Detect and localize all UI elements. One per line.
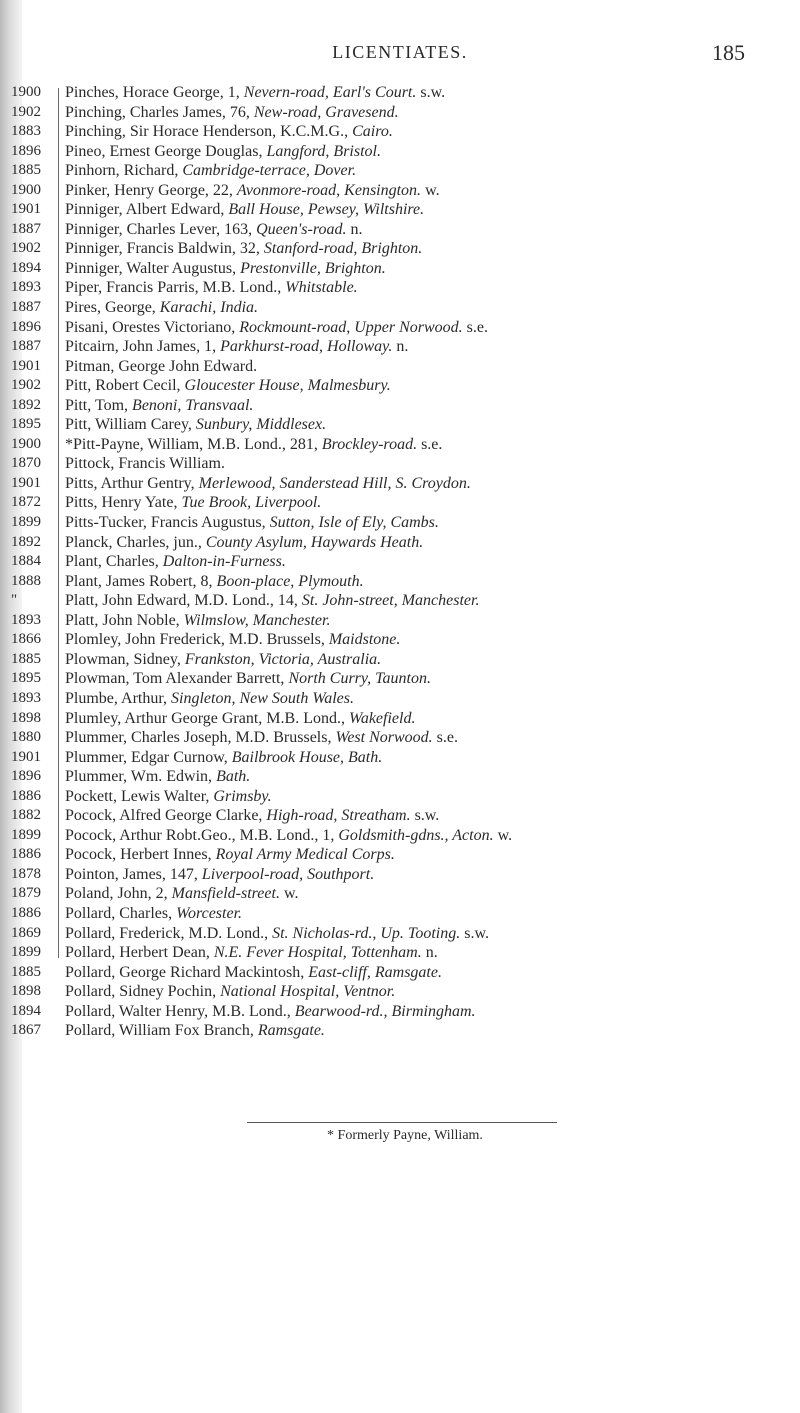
entry-text [65,748,793,768]
entry-postal-district: n. [392,338,409,356]
entry-location: Rockmount-road, Upper Norwood. [239,318,463,336]
entry-text [65,630,793,650]
entry-location: Dalton-in-Furness. [162,553,286,571]
entry-year: 1886 [11,846,41,863]
entry-text [65,278,793,298]
entry-name: Poland, John, 2, [65,885,172,903]
entry-year: 1893 [11,279,41,296]
entry-location: Mansfield-street. [171,885,280,903]
list-item [0,122,800,142]
entry-text [65,982,793,1002]
entry-name: Plummer, Charles Joseph, M.D. Brussels, [65,729,336,747]
entry-location: Gloucester House, Malmesbury. [184,377,391,395]
entry-postal-district: s.w. [460,924,489,942]
list-item [0,611,800,631]
entry-location: West Norwood. [335,729,433,747]
entry-postal-district: w. [493,826,513,844]
entry-postal-district: s.e. [417,435,443,453]
entry-year: 1892 [11,533,41,550]
footnote-rule [247,1122,557,1123]
entry-name: Pinches, Horace George, 1, [65,84,244,101]
entry-year: 1886 [11,904,41,921]
list-item [0,318,800,338]
entry-text [65,943,793,963]
entry-name: Pollard, William Fox Branch, [65,1022,258,1040]
list-item [0,142,800,162]
entry-year: 1896 [11,318,41,335]
entry-text [65,122,793,142]
entry-year: 1879 [11,885,41,902]
entry-name: Pinniger, Albert Edward, [65,201,229,219]
entry-name: Pires, George, [65,299,160,317]
entry-year: 1867 [11,1022,41,1039]
list-item [0,357,800,377]
footnote: * Formerly Payne, William. [327,1128,483,1143]
entry-location: Cairo. [352,123,393,141]
entry-text [65,337,793,357]
list-item [0,103,800,123]
entry-location: Whitstable. [285,279,358,297]
entry-text [65,767,793,787]
list-item [0,415,800,435]
entry-year: 1900 [11,181,41,198]
list-item [0,435,800,455]
entry-year: 1885 [11,162,41,179]
list-item [0,474,800,494]
entry-location: Sutton, Isle of Ely, Cambs. [269,514,439,532]
entry-text [65,552,793,572]
entry-postal-district: s.e. [462,318,488,336]
list-item [0,924,800,944]
entry-text [65,826,793,846]
list-item [0,454,800,474]
entry-location: Brockley-road. [321,435,418,453]
entry-name: Pitcairn, John James, 1, [65,338,221,356]
entry-location: Stanford-road, Brighton. [263,240,423,258]
entry-location: St. John-street, Manchester. [301,592,480,610]
entry-name: Pocock, Arthur Robt.Geo., M.B. Lond., 1, [65,826,339,844]
entry-text [65,845,793,865]
entry-year: 1884 [11,553,41,570]
entry-text [65,454,793,474]
list-item [0,591,800,611]
list-item [0,552,800,572]
entry-name: Pinniger, Walter Augustus, [65,259,241,277]
entry-text [65,318,793,338]
entry-text [65,161,793,181]
list-item [0,83,800,103]
entry-year: 1893 [11,689,41,706]
entry-text [65,239,793,259]
entry-text [65,884,793,904]
entry-year: 1895 [11,416,41,433]
entry-text [65,357,793,377]
list-item [0,376,800,396]
entry-year: 1894 [11,259,41,276]
entry-year: 1872 [11,494,41,511]
entry-text [65,591,793,611]
list-item [0,943,800,963]
entry-location: Karachi, India. [159,299,259,317]
entry-year: " [11,592,18,609]
entry-location: Wakefield. [348,709,416,727]
list-item [0,572,800,592]
entry-year: 1899 [11,826,41,843]
list-item [0,161,800,181]
entry-name: Pollard, George Richard Mackintosh, [65,963,309,981]
entry-year: 1899 [11,514,41,531]
entry-name: Pineo, Ernest George Douglas, [65,142,267,160]
entry-name: Plowman, Tom Alexander Barrett, [65,670,289,688]
entry-year: 1888 [11,572,41,589]
entry-year: 1869 [11,924,41,941]
entry-year: 1885 [11,963,41,980]
entry-location: Ramsgate. [257,1022,325,1040]
entry-name: Plowman, Sidney, [65,650,185,668]
entry-location: Bearwood-rd., Birmingham. [294,1002,476,1020]
list-item [0,748,800,768]
page-header [0,42,800,66]
entry-text [65,533,793,553]
entry-location: Frankston, Victoria, Australia. [184,650,382,668]
entry-text [65,611,793,631]
entry-location: New-road, Gravesend. [253,103,399,121]
entry-name: Platt, John Edward, M.D. Lond., 14, [65,592,302,610]
entry-postal-district: n. [346,220,363,238]
entry-name: Pitts-Tucker, Francis Augustus, [65,514,270,532]
entry-text [65,728,793,748]
entry-text [65,650,793,670]
entry-text [65,513,793,533]
list-item [0,787,800,807]
entry-text [65,376,793,396]
list-item [0,630,800,650]
entry-year: 1902 [11,103,41,120]
entry-text [65,142,793,162]
entry-name: Plummer, Edgar Curnow, [65,748,232,766]
entry-name: Pollard, Frederick, M.D. Lond., [65,924,273,942]
list-item [0,884,800,904]
entry-location: Maidstone. [328,631,401,649]
entry-location: Wilmslow, Manchester. [183,611,331,629]
entry-location: High-road, Streatham. [266,807,411,825]
entry-year: 1887 [11,299,41,316]
entry-location: Avonmore-road, Kensington. [236,181,422,199]
list-item [0,963,800,983]
entry-text [65,924,793,944]
entry-name: Plummer, Wm. Edwin, [65,768,217,786]
entry-location: Benoni, Transvaal. [132,396,254,414]
entry-location: Langford, Bristol. [266,142,381,160]
entry-location: Merlewood, Sanderstead Hill, S. Croydon. [198,474,471,492]
list-item [0,904,800,924]
entry-year: 1902 [11,240,41,257]
entry-name: Pittock, Francis William. [65,455,225,473]
entry-year: 1902 [11,377,41,394]
page-number: 185 [712,40,745,65]
entry-year: 1886 [11,787,41,804]
entry-year: 1894 [11,1002,41,1019]
entry-name: Plant, Charles, [65,553,163,571]
list-item [0,259,800,279]
entry-location: County Asylum, Haywards Heath. [205,533,424,551]
entry-text [65,963,793,983]
list-item [0,239,800,259]
entry-name: Pinhorn, Richard, [65,162,183,180]
entry-year: 1901 [11,748,41,765]
entry-text [65,181,793,201]
entry-year: 1892 [11,396,41,413]
entry-name: Pitt, Tom, [65,396,133,414]
entry-text [65,493,793,513]
entry-text [65,689,793,709]
entry-text [65,572,793,592]
entry-location: Prestonville, Brighton. [240,259,386,277]
entry-text [65,787,793,807]
entry-year: 1901 [11,357,41,374]
entry-location: Nevern-road, Earl's Court. [243,84,417,101]
list-item [0,845,800,865]
list-item [0,650,800,670]
entry-name: Pitts, Henry Yate, [65,494,182,512]
entry-location: Ball House, Pewsey, Wiltshire. [228,201,425,219]
entry-text [65,396,793,416]
entry-name: Pitt, Robert Cecil, [65,377,185,395]
entry-text [65,904,793,924]
entry-postal-district: w. [279,885,299,903]
entry-text [65,415,793,435]
list-item [0,728,800,748]
entry-name: Pinching, Charles James, 76, [65,103,254,121]
entry-postal-district: w. [421,181,440,199]
entry-year: 1880 [11,729,41,746]
list-item [0,181,800,201]
entry-name: Pinker, Henry George, 22, [65,181,237,199]
entry-text [65,259,793,279]
entry-text [65,83,793,103]
entry-year: 1882 [11,807,41,824]
entry-location: Grimsby. [213,787,272,805]
list-item [0,298,800,318]
list-item [0,709,800,729]
entry-year: 1885 [11,650,41,667]
entry-text [65,200,793,220]
list-item [0,337,800,357]
entry-location: Worcester. [176,904,243,922]
list-item [0,513,800,533]
entry-year: 1896 [11,768,41,785]
entry-year: 1866 [11,631,41,648]
list-item [0,278,800,298]
list-item [0,767,800,787]
entry-name: Pollard, Sidney Pochin, [65,983,221,1001]
entry-text [65,1021,793,1041]
entry-location: East-cliff, Ramsgate. [308,963,442,981]
entry-postal-district: n. [421,944,438,962]
entry-name: Piper, Francis Parris, M.B. Lond., [65,279,286,297]
list-item [0,982,800,1002]
entry-year: 1900 [11,435,41,452]
entry-location: N.E. Fever Hospital, Tottenham. [213,944,422,962]
list-item [0,806,800,826]
list-item [0,396,800,416]
entry-text [65,220,793,240]
list-item [0,200,800,220]
entry-location: Cambridge-terrace, Dover. [182,162,357,180]
entry-name: Pollard, Walter Henry, M.B. Lond., [65,1002,295,1020]
entry-name: Pinniger, Charles Lever, 163, [65,220,257,238]
entry-name: Pollard, Charles, [65,904,177,922]
entry-text [65,435,793,455]
entry-year: 1900 [11,84,41,100]
list-item [0,865,800,885]
entry-name: Pitt, William Carey, [65,416,196,434]
entry-location: Parkhurst-road, Holloway. [220,338,393,356]
entry-text [65,1002,793,1022]
entry-name: Pitts, Arthur Gentry, [65,474,199,492]
list-item [0,493,800,513]
entry-text [65,865,793,885]
entry-location: St. Nicholas-rd., Up. Tooting. [272,924,461,942]
entry-location: Queen's-road. [256,220,347,238]
entry-location: Liverpool-road, Southport. [201,865,375,883]
licentiates-list [0,83,800,1041]
entry-year: 1898 [11,709,41,726]
running-title: LICENTIATES. [332,42,468,62]
entry-name: Pocock, Herbert Innes, [65,846,216,864]
entry-name: Plumley, Arthur George Grant, M.B. Lond., [65,709,349,727]
entry-name: Pisani, Orestes Victoriano, [65,318,240,336]
entry-name: Pockett, Lewis Walter, [65,787,214,805]
entry-name: Pollard, Herbert Dean, [65,944,214,962]
list-item [0,669,800,689]
entry-year: 1896 [11,142,41,159]
list-item [0,826,800,846]
entry-location: North Curry, Taunton. [288,670,431,688]
entry-text [65,298,793,318]
entry-location: Tue Brook, Liverpool. [181,494,322,512]
entry-location: National Hospital, Ventnor. [220,983,396,1001]
list-item [0,220,800,240]
entry-year: 1901 [11,474,41,491]
entry-text [65,806,793,826]
entry-year: 1870 [11,455,41,472]
entry-year: 1887 [11,338,41,355]
entry-name: Planck, Charles, jun., [65,533,206,551]
entry-location: Singleton, New South Wales. [171,689,354,707]
entry-name: Pinniger, Francis Baldwin, 32, [65,240,264,258]
entry-year: 1883 [11,123,41,140]
entry-location: Bailbrook House, Bath. [231,748,383,766]
entry-postal-district: s.w. [410,807,440,825]
entry-name: Pitman, George John Edward. [65,357,258,375]
entry-location: Goldsmith-gdns., Acton. [338,826,494,844]
entry-postal-district: s.w. [416,84,446,101]
entry-year: 1895 [11,670,41,687]
entry-year: 1878 [11,865,41,882]
entry-name: Pointon, James, 147, [65,865,202,883]
entry-text [65,103,793,123]
entry-year: 1901 [11,201,41,218]
entry-name: Plomley, John Frederick, M.D. Brussels, [65,631,329,649]
entry-postal-district: s.e. [432,729,458,747]
entry-text [65,474,793,494]
entry-name: Pocock, Alfred George Clarke, [65,807,267,825]
list-item [0,533,800,553]
entry-name: Plumbe, Arthur, [65,689,172,707]
entry-text [65,709,793,729]
list-item [0,1021,800,1041]
entry-year: 1899 [11,944,41,961]
entry-year: 1898 [11,983,41,1000]
list-item [0,689,800,709]
entry-name: Plant, James Robert, 8, [65,572,217,590]
entry-year: 1887 [11,220,41,237]
entry-year: 1893 [11,611,41,628]
entry-text [65,669,793,689]
entry-location: Royal Army Medical Corps. [215,846,395,864]
entry-name: Platt, John Noble, [65,611,184,629]
entry-name: *Pitt-Payne, William, M.B. Lond., 281, [65,435,322,453]
entry-name: Pinching, Sir Horace Henderson, K.C.M.G., [65,123,353,141]
entry-location: Sunbury, Middlesex. [195,416,327,434]
entry-location: Boon-place, Plymouth. [216,572,364,590]
list-item [0,1002,800,1022]
entry-location: Bath. [216,768,251,786]
